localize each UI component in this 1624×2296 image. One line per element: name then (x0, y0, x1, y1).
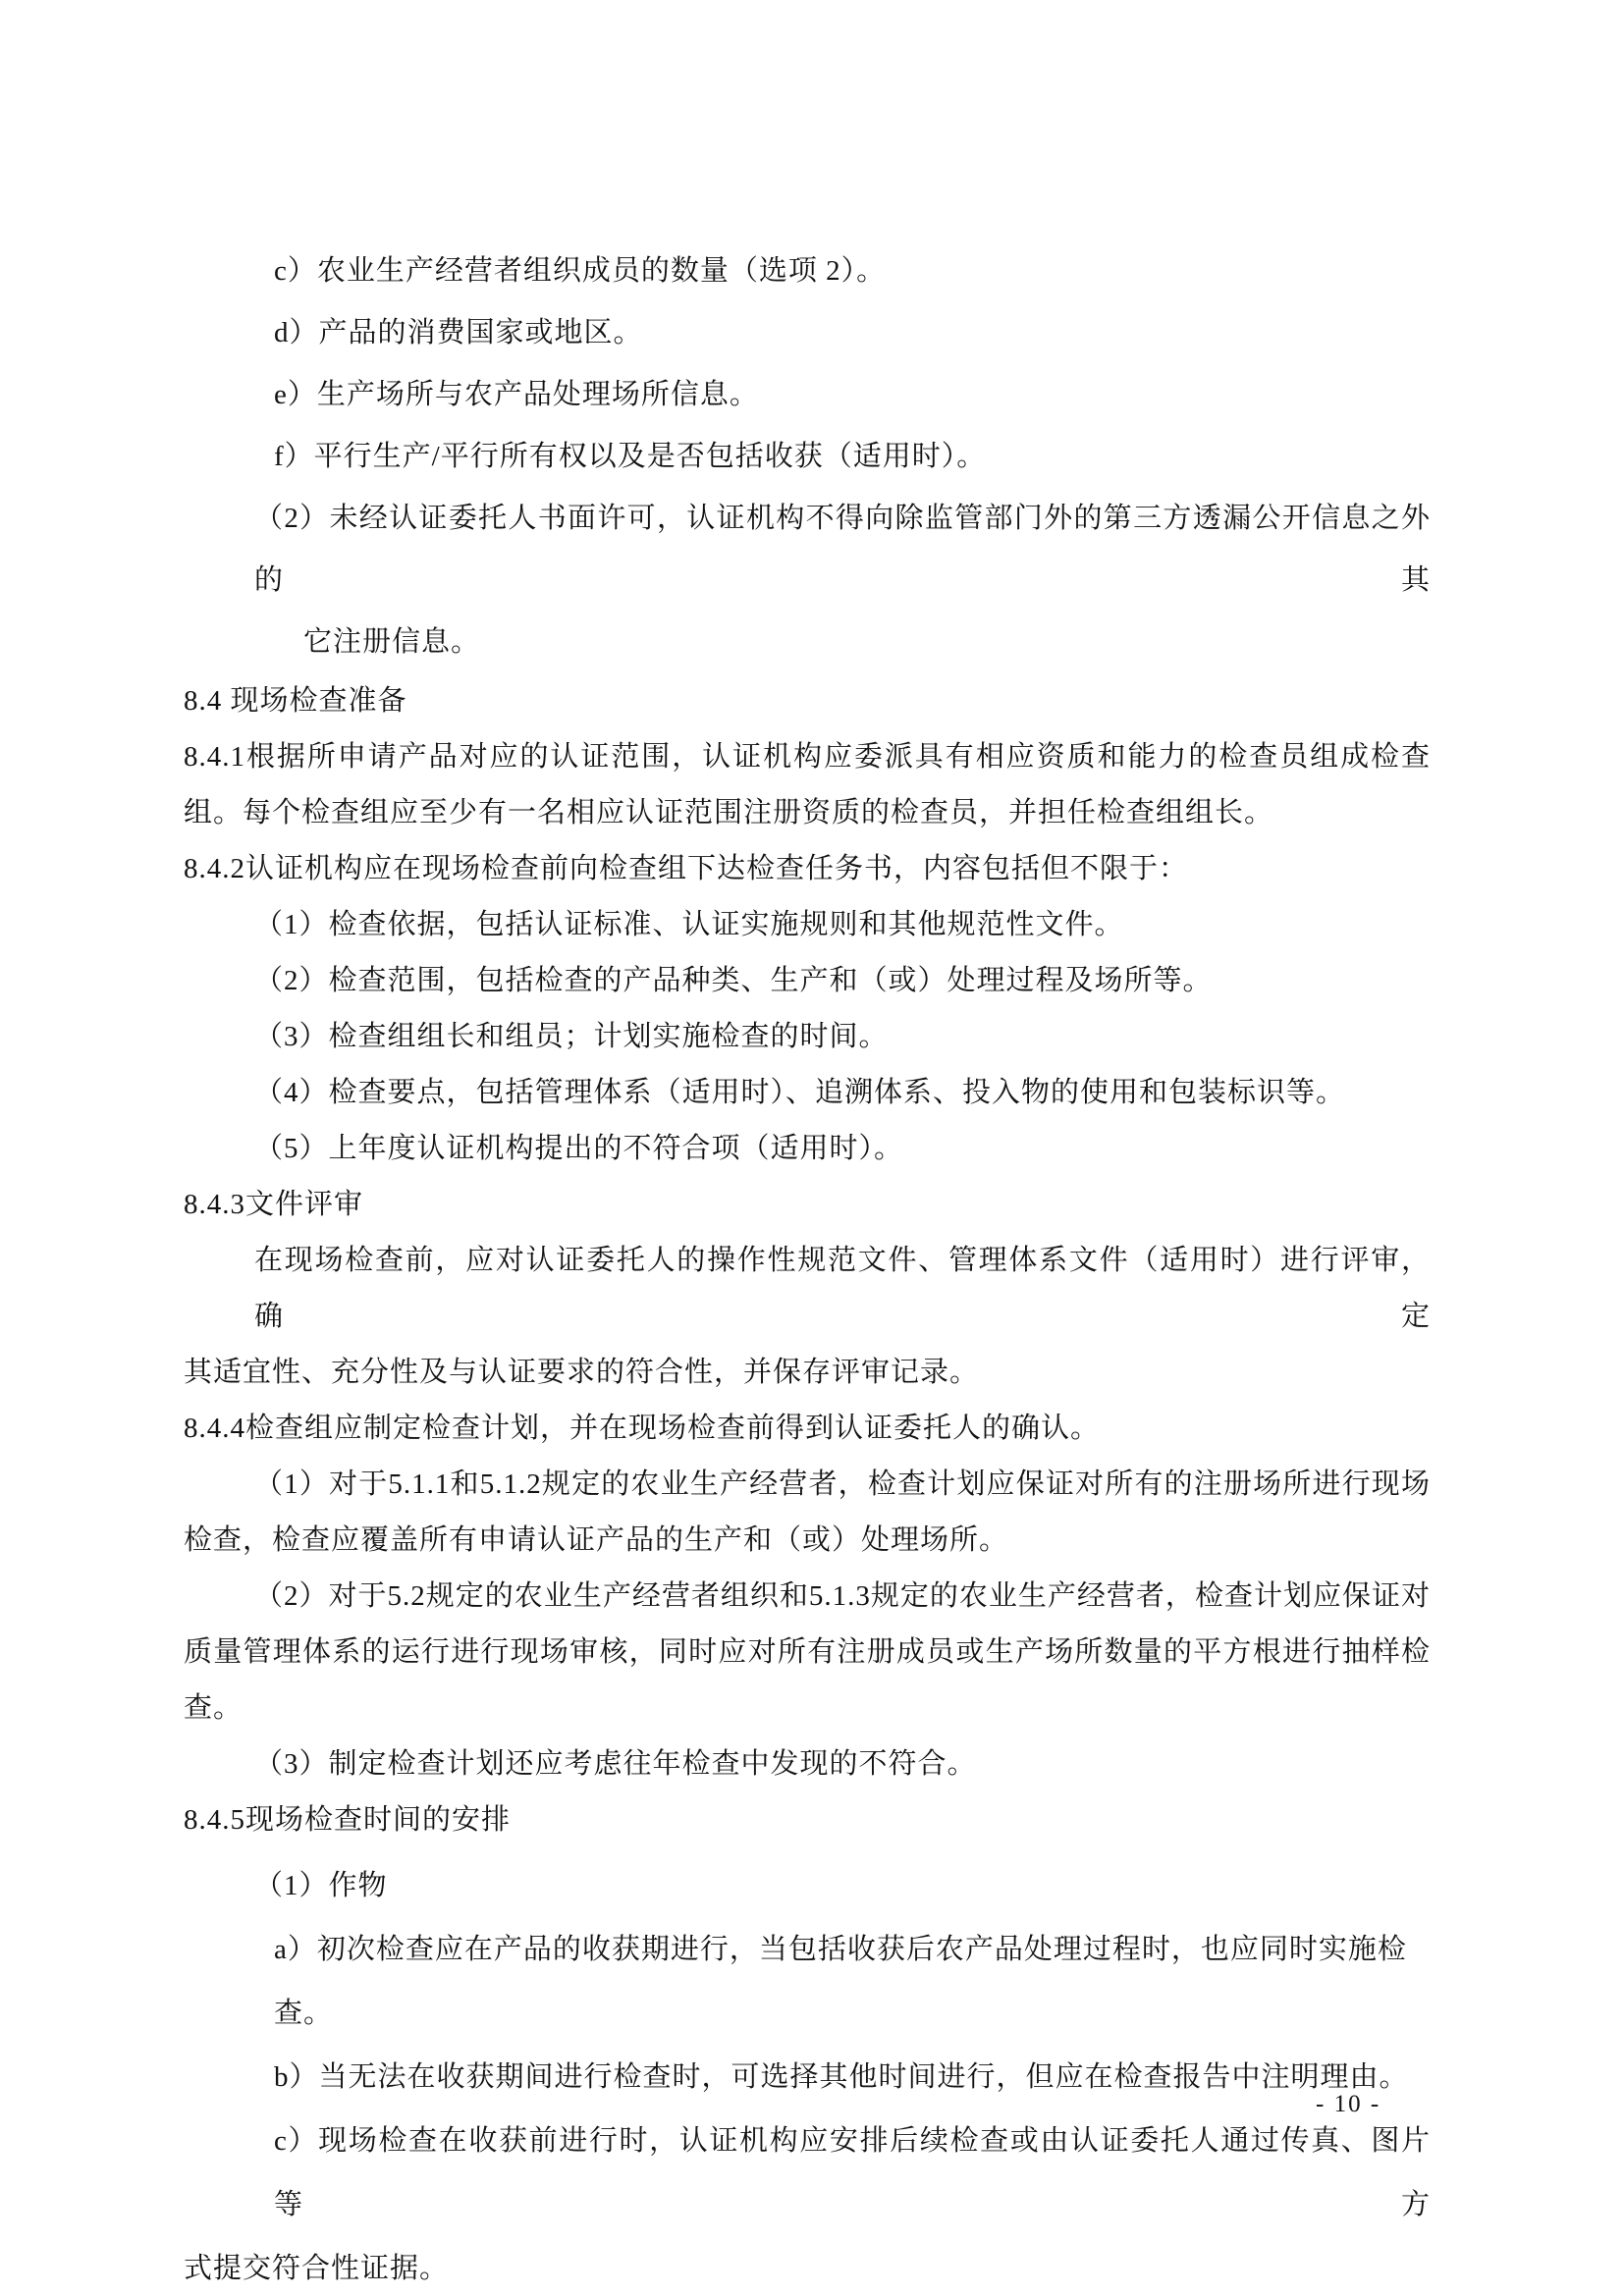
text-line: c）农业生产经营者组织成员的数量（选项 2）。 (274, 255, 887, 287)
text-line: 检查，检查应覆盖所有申请认证产品的生产和（或）处理场所。 (184, 1524, 1009, 1556)
text-line: （1）对于5.1.1和5.1.2规定的农业生产经营者，检查计划应保证对所有的注册场所进行现场 (254, 1468, 1431, 1500)
text-line: 在现场检查前，应对认证委托人的操作性规范文件、管理体系文件（适用时）进行评审，确定 (254, 1245, 1431, 1332)
text-line: b）当无法在收获期间进行检查时，可选择其他时间进行，但应在检查报告中注明理由。 (274, 2061, 1409, 2093)
text-line: a）初次检查应在产品的收获期进行，当包括收获后农产品处理过程时，也应同时实施检查。 (274, 1934, 1407, 2029)
text-line: （2）未经认证委托人书面许可，认证机构不得向除监管部门外的第三方透漏公开信息之外的其 (254, 503, 1431, 596)
text-line: 8.4.3文件评审 (184, 1189, 364, 1220)
text-line: 8.4.2认证机构应在现场检查前向检查组下达检查任务书，内容包括但不限于： (184, 853, 1189, 884)
text-line: 它注册信息。 (303, 626, 481, 658)
text-line: （3）制定检查计划还应考虑往年检查中发现的不符合。 (254, 1748, 977, 1780)
text-line: 8.4.5现场检查时间的安排 (184, 1804, 512, 1836)
text-line: e）生产场所与农产品处理场所信息。 (274, 379, 759, 410)
text-line: （3）检查组组长和组员；计划实施检查的时间。 (254, 1021, 889, 1052)
document-body (184, 240, 1431, 2296)
text-line: （1）作物 (254, 1870, 388, 1901)
text-line: c）现场检查在收获前进行时，认证机构应安排后续检查或由认证委托人通过传真、图片等方 (274, 2125, 1431, 2220)
text-line: d）产品的消费国家或地区。 (274, 317, 643, 348)
text-line: （1）检查依据，包括认证标准、认证实施规则和其他规范性文件。 (254, 909, 1124, 940)
text-line: （4）检查要点，包括管理体系（适用时）、追溯体系、投入物的使用和包装标识等。 (254, 1077, 1346, 1108)
page-number-footer: - 10 - (1316, 2091, 1381, 2117)
text-line: 8.4.4检查组应制定检查计划，并在现场检查前得到认证委托人的确认。 (184, 1413, 1101, 1444)
text-line: （2）对于5.2规定的农业生产经营者组织和5.1.3规定的农业生产经营者，检查计划应保证对 (254, 1580, 1431, 1612)
text-line: （5）上年度认证机构提出的不符合项（适用时）。 (254, 1133, 904, 1164)
text-line: 质量管理体系的运行进行现场审核，同时应对所有注册成员或生产场所数量的平方根进行抽样检 (184, 1636, 1431, 1668)
text-line: （2）检查范围，包括检查的产品种类、生产和（或）处理过程及场所等。 (254, 965, 1213, 996)
text-line: f）平行生产/平行所有权以及是否包括收获（适用时）。 (274, 441, 987, 472)
text-line: 8.4.1根据所申请产品对应的认证范围，认证机构应委派具有相应资质和能力的检查员组成检查 (184, 741, 1431, 773)
text-line: 组。每个检查组应至少有一名相应认证范围注册资质的检查员，并担任检查组组长。 (184, 797, 1274, 828)
text-line: 式提交符合性证据。 (184, 2253, 450, 2284)
text-line: 其适宜性、充分性及与认证要求的符合性，并保存评审记录。 (184, 1357, 980, 1388)
text-line: 查。 (184, 1692, 244, 1724)
text-line: 8.4 现场检查准备 (184, 685, 407, 717)
